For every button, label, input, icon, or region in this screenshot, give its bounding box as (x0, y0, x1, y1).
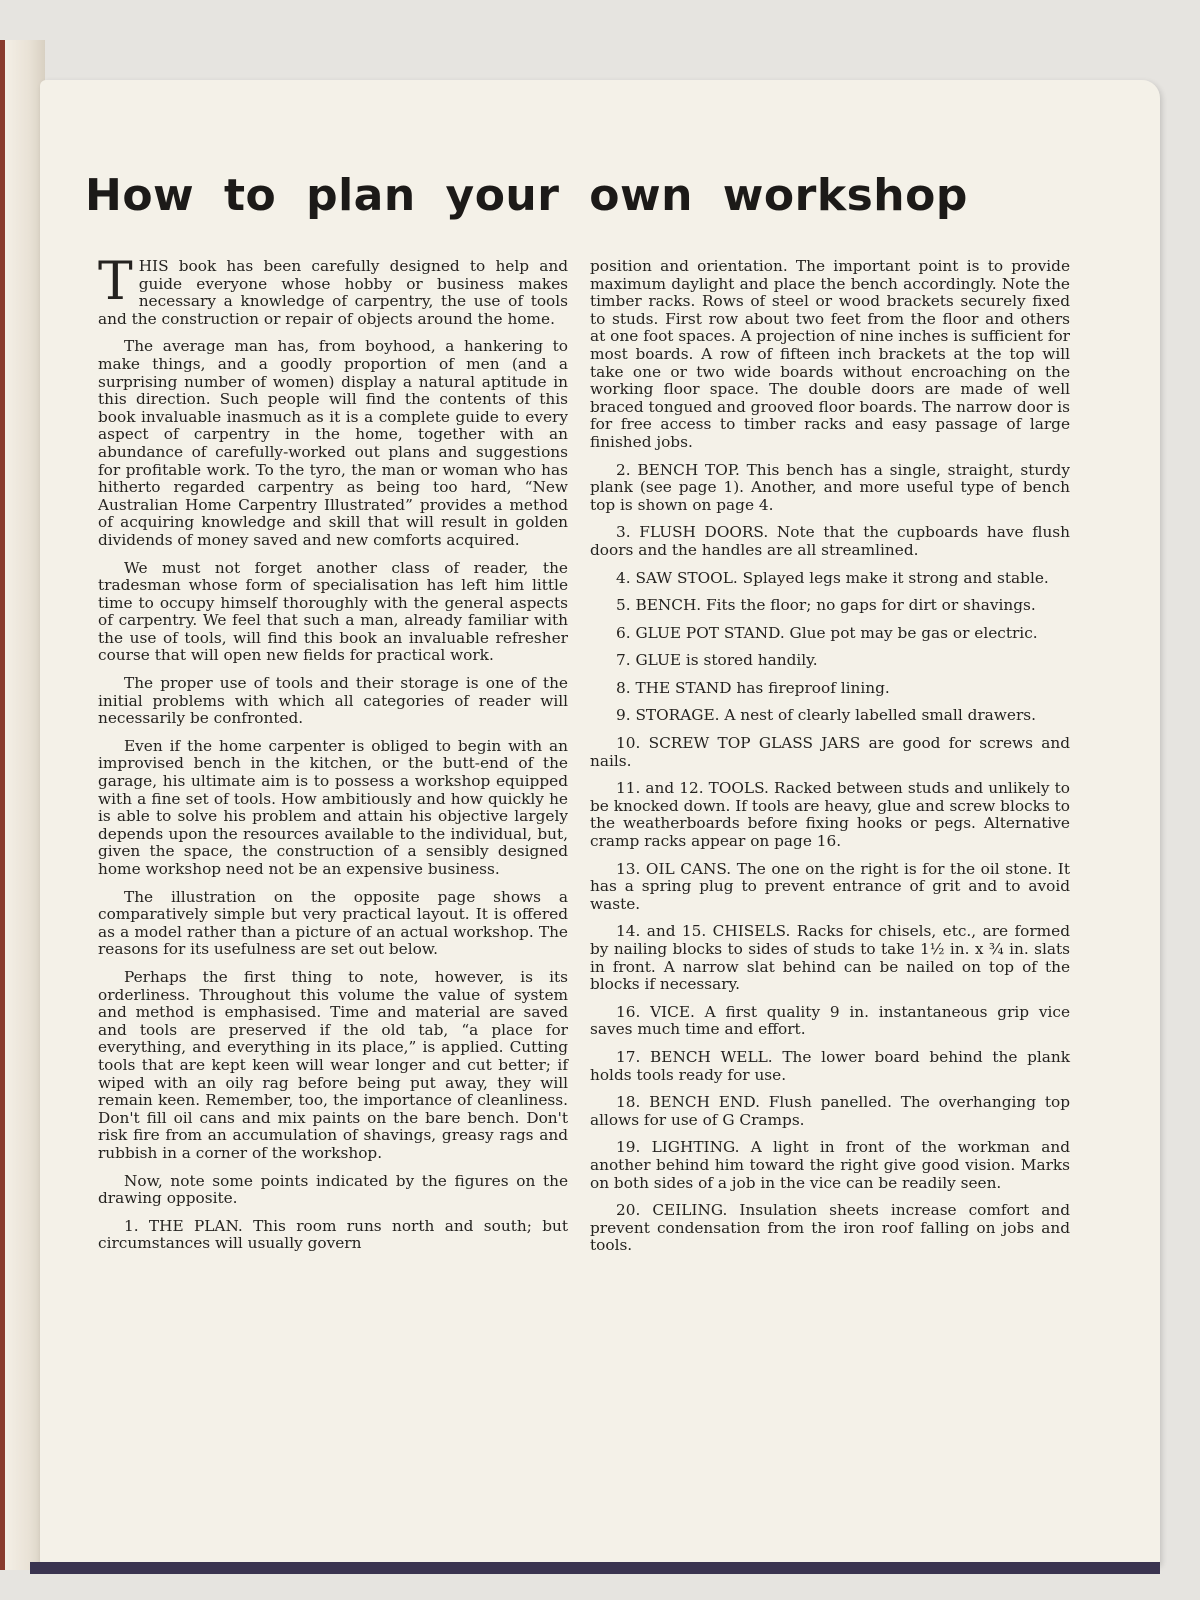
numbered-item: 13. OIL CANS. The one on the right is for the oil stone. It has a spring plug to prevent entrance of grit and to avoid waste. (590, 859, 1070, 913)
page-edge (30, 1562, 1160, 1574)
numbered-item: 11. and 12. TOOLS. Racked between studs and unlikely to be knocked down. If tools are heavy, glue and screw blocks to the weatherboards before fixing hooks or pegs. Alternative cramp racks appear on page 16. (590, 779, 1070, 851)
numbered-item: 3. FLUSH DOORS. Note that the cupboards have flush doors and the handles are all streamlined. (590, 523, 1070, 559)
paragraph: The illustration on the opposite page shows a comparatively simple but very practical layout. It is offered as a model rather than a picture of an actual workshop. The reasons for its usefulness are set out below. (98, 887, 568, 959)
paragraph: 1. THE PLAN. This room runs north and south; but circumstances will usually govern (98, 1216, 568, 1253)
paragraph: We must not forget another class of reader, the tradesman whose form of specialisation has left him little time to occupy himself thoroughly with the general aspects of carpentry. We feel that such a man, already familiar with the use of tools, will find this book an invaluable refresher course that will open new fields for practical work. (98, 558, 568, 665)
page-title: How to plan your own workshop (85, 170, 968, 221)
numbered-item: 8. THE STAND has fireproof lining. (616, 678, 890, 697)
paragraph: The proper use of tools and their storage is one of the initial problems with which all categories of reader will necessarily be confronted. (98, 674, 568, 728)
numbered-item: 19. LIGHTING. A light in front of the workman and another behind him toward the right give good vision. Marks on both sides of a job in the vice can be readily seen. (590, 1138, 1070, 1192)
paragraph: The average man has, from boyhood, a hankering to make things, and a goodly proportion of men (and a surprising number of women) display a natural aptitude in this direction. Such people will find the contents of this book invaluable inasmuch as it is a complete guide to every aspect of carpentry in the home, together with an abundance of carefully-worked out plans and suggestions for profitable work. To the tyro, the man or woman who has hitherto regarded carpentry as being too hard, “New Australian Home Carpentry Illustrated” provides a method of acquiring knowledge and skill that will result in golden dividends of money saved and new comforts acquired. (98, 337, 568, 549)
paragraph: position and orientation. The important point is to provide maximum daylight and place the bench accordingly. Note the timber racks. Rows of steel or wood brackets securely fixed to studs. First row about two feet from the floor and others at one foot spaces. A projection of nine inches is sufficient for most boards. A row of fifteen inch brackets at the top will take one or two wide boards without encroaching on the working floor space. The double doors are made of well braced tongued and grooved floor boards. The narrow door is for free access to timber racks and easy passage of large finished jobs. (590, 257, 1071, 451)
numbered-item: 17. BENCH WELL. The lower board behind the plank holds tools ready for use. (590, 1047, 1070, 1084)
paragraph: Perhaps the first thing to note, however, is its orderliness. Throughout this volume the value of system and method is emphasised. Time and material are saved and tools are preserved if the old tab, “a place for everything, and everything in its place,” is applied. Cutting tools that are kept keen will wear longer and cut better; if wiped with an oily rag before being put away, they will remain keen. Remember, too, the importance of cleanliness. Don't fill oil cans and mix paints on the bare bench. Don't risk fire from an accumulation of shavings, greasy rags and rubbish in a corner of the workshop. (98, 967, 568, 1162)
intro-paragraph (98, 252, 568, 328)
book-spine (0, 40, 45, 1570)
drop-cap: T (98, 252, 133, 312)
numbered-item: 20. CEILING. Insulation sheets increase comfort and prevent condensation from the iron roof falling on jobs and tools. (590, 1201, 1070, 1255)
numbered-item: 18. BENCH END. Flush panelled. The overhanging top allows for use of G Cramps. (590, 1093, 1070, 1129)
paragraph: Now, note some points indicated by the figures on the drawing opposite. (98, 1171, 568, 1208)
numbered-item: 9. STORAGE. A nest of clearly labelled small drawers. (616, 706, 1036, 725)
right-column (590, 258, 1070, 1265)
numbered-item: 5. BENCH. Fits the floor; no gaps for dirt or shavings. (616, 596, 1036, 615)
left-column (98, 252, 568, 1263)
numbered-item: 2. BENCH TOP. This bench has a single, straight, sturdy plank (see page 1). Another, and more useful type of bench top is shown on page 4. (590, 460, 1070, 514)
numbered-item: 10. SCREW TOP GLASS JARS are good for screws and nails. (590, 734, 1070, 770)
paragraph: Even if the home carpenter is obliged to begin with an improvised bench in the kitchen, or the butt-end of the garage, his ultimate aim is to possess a workshop equipped with a fine set of tools. How ambitiously and how quickly he is able to solve his problem and attain his objective largely depends upon the resources available to the individual, but, given the space, the construction of a sensibly designed home workshop need not be an expensive business. (98, 736, 568, 878)
numbered-item: 14. and 15. CHISELS. Racks for chisels, etc., are formed by nailing blocks to sides of studs to take 1½ in. x ¾ in. slats in front. A narrow slat behind can be nailed on top of the blocks if necessary. (590, 922, 1070, 994)
numbered-item: 7. GLUE is stored handily. (616, 651, 818, 670)
intro-text: HIS book has been carefully designed to help and guide everyone whose hobby or business makes necessary a knowledge of carpentry, the use of tools and the construction or repair of objects around the home. (98, 257, 568, 328)
numbered-item: 6. GLUE POT STAND. Glue pot may be gas or electric. (616, 623, 1038, 642)
numbered-item: 16. VICE. A first quality 9 in. instantaneous grip vice saves much time and effort. (590, 1002, 1070, 1039)
numbered-item: 4. SAW STOOL. Splayed legs make it strong and stable. (616, 568, 1049, 587)
